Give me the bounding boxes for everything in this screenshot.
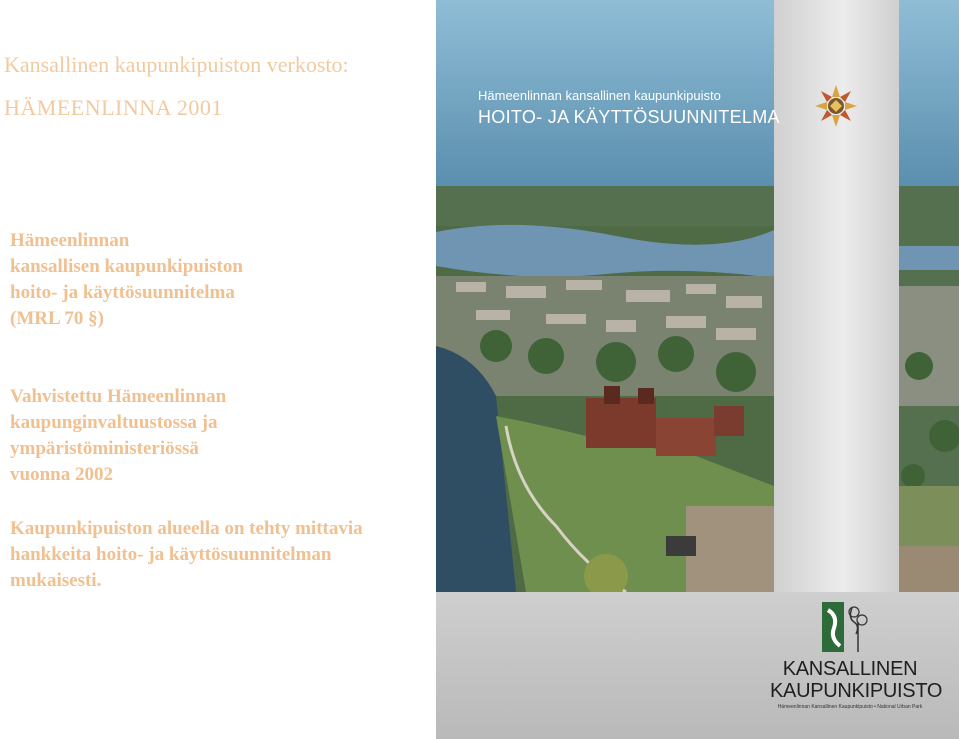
network-title: Kansallinen kaupunkipuiston verkosto: bbox=[4, 52, 349, 77]
plan-description bbox=[10, 228, 243, 332]
city-year-title: HÄMEENLINNA 2001 bbox=[4, 95, 223, 120]
approval-line: ympäristöministeriössä bbox=[10, 438, 199, 459]
national-urban-park-logo-icon bbox=[814, 598, 874, 656]
cover-subtitle: Hämeenlinnan kansallinen kaupunkipuisto bbox=[478, 88, 721, 103]
plan-line: kansallisen kaupunkipuiston bbox=[10, 256, 243, 277]
brand-name-line2: KAUPUNKIPUISTO bbox=[770, 680, 943, 702]
sun-emblem-icon bbox=[814, 84, 858, 128]
aerial-photo-strip bbox=[899, 186, 959, 592]
brand-tagline: Hämeenlinnan Kansallinen Kaupunkipuisto • National Urban Park bbox=[777, 704, 923, 710]
approval-line: kaupunginvaltuustossa ja bbox=[10, 412, 218, 433]
plan-line: (MRL 70 §) bbox=[10, 308, 104, 329]
plan-line: Hämeenlinnan bbox=[10, 230, 130, 251]
projects-line: hankkeita hoito- ja käyttösuunnitelman bbox=[10, 544, 332, 565]
approval-note bbox=[10, 384, 226, 488]
projects-line: mukaisesti. bbox=[10, 570, 102, 591]
left-text-panel bbox=[0, 0, 436, 739]
projects-line: Kaupunkipuiston alueella on tehty mittavia bbox=[10, 518, 363, 539]
report-cover-image bbox=[436, 0, 959, 739]
approval-line: vuonna 2002 bbox=[10, 464, 113, 485]
projects-note bbox=[10, 516, 363, 594]
aerial-photo bbox=[436, 186, 774, 592]
plan-line: hoito- ja käyttösuunnitelma bbox=[10, 282, 235, 303]
approval-line: Vahvistettu Hämeenlinnan bbox=[10, 386, 227, 407]
cover-title: HOITO- JA KÄYTTÖSUUNNITELMA bbox=[478, 107, 780, 127]
brand-name-line1: KANSALLINEN bbox=[782, 658, 918, 680]
